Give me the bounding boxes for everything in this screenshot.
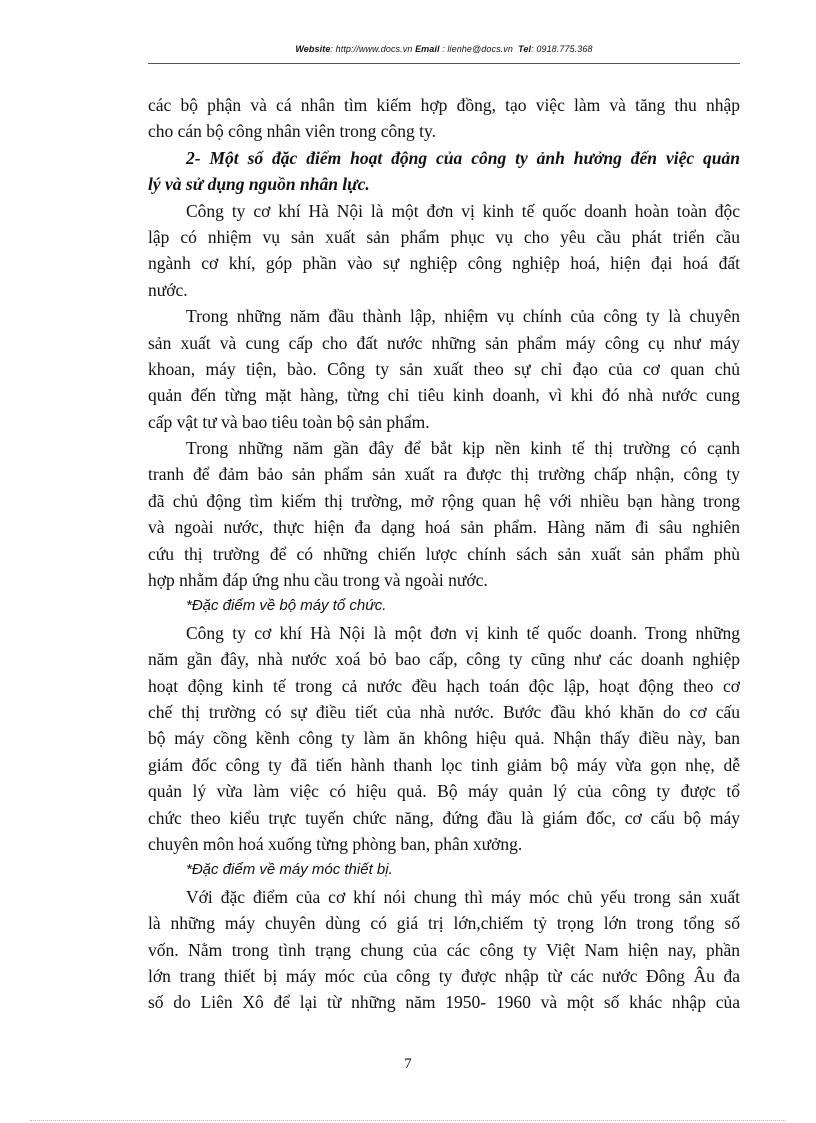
tel-value: : 0918.775.368	[531, 44, 593, 54]
text-line: nước.	[148, 279, 188, 300]
website-value: : http://www.docs.vn	[330, 44, 413, 54]
text-line: lớn trang thiết bị máy móc của công ty được nhập từ các nước Đông Âu đa	[148, 965, 740, 986]
text-line: cho cán bộ công nhân viên trong công ty.	[148, 121, 437, 142]
subsection-heading: *Đặc điểm về bộ máy tổ chức.	[186, 597, 387, 615]
subsection-heading: *Đặc điểm về máy móc thiết bị.	[186, 861, 393, 879]
text-line: Công ty cơ khí Hà Nội là một đơn vị kinh tế quốc doanh hoàn toàn độc	[186, 200, 740, 221]
tel-label: Tel	[518, 44, 532, 54]
text-line: khoan, máy tiện, bào. Công ty sản xuất theo sự chỉ đạo của cơ quan chủ	[148, 358, 740, 379]
text-line: là những máy chuyên dùng có giá trị lớn,chiếm tỷ trọng lớn trong tổng số	[148, 913, 740, 934]
text-line: hợp nhằm đáp ứng nhu cầu trong và ngoài nước.	[148, 570, 488, 591]
section-heading: lý và sử dụng nguồn nhân lực.	[148, 174, 370, 195]
header-divider	[148, 63, 740, 64]
text-line: quản lý vừa làm việc có hiệu quả. Bộ máy quản lý của công ty được tổ	[148, 781, 740, 802]
text-line: cấp vật tư và bao tiêu toàn bộ sản phẩm.	[148, 411, 430, 432]
text-line: tranh để đảm bảo sản phẩm sản xuất ra được thị trường chấp nhận, công ty	[148, 464, 740, 485]
section-heading: 2- Một số đặc điểm hoạt động của công ty ảnh hưởng đến việc quản	[186, 147, 740, 168]
text-line: Trong những năm đầu thành lập, nhiệm vụ chính của công ty là chuyên	[186, 306, 740, 327]
text-line: sản xuất và cung cấp cho đất nước những sản phẩm máy công cụ như máy	[148, 332, 740, 353]
text-line: chức theo kiểu trực tuyến chức năng, đứng đầu là giám đốc, cơ cấu bộ máy	[148, 807, 740, 828]
text-line: ngành cơ khí, góp phần vào sự nghiệp công nghiệp hoá, hiện đại hoá đất	[148, 253, 740, 274]
text-line: bộ máy cồng kềnh công ty làm ăn không hiệu quả. Nhận thấy điều này, ban	[148, 728, 740, 749]
page-bottom-border	[30, 1120, 786, 1121]
text-line: năm gần đây, nhà nước xoá bỏ bao cấp, công ty cũng như các doanh nghiệp	[148, 649, 740, 670]
text-line: giám đốc công ty đã tiến hành thanh lọc tinh giảm bộ máy vừa gọn nhẹ, dễ	[148, 754, 740, 775]
text-line: các bộ phận và cá nhân tìm kiếm hợp đồng, tạo việc làm và tăng thu nhập	[148, 95, 740, 115]
website-label: Website	[295, 44, 331, 54]
text-line: chuyên môn hoá xuống từng phòng ban, phân xưởng.	[148, 833, 523, 854]
text-line: Với đặc điểm của cơ khí nói chung thì máy móc chủ yếu trong sản xuất	[186, 886, 740, 907]
text-line: Công ty cơ khí Hà Nội là một đơn vị kinh tế quốc doanh. Trong những	[186, 622, 740, 643]
text-line: số do Liên Xô để lại từ những năm 1950- 1960 và một số khác nhập của	[148, 992, 740, 1013]
text-line: hoạt động kinh tế trong cả nước đều hạch toán độc lập, hoạt động theo cơ	[148, 675, 740, 696]
document-body	[148, 92, 740, 1016]
page-number: 7	[404, 1056, 412, 1072]
text-line: vốn. Nằm trong tình trạng chung của các công ty Việt Nam hiện nay, phần	[148, 939, 740, 960]
text-line: cứu thị trường để có những chiến lược chính sách sản xuất sản phẩm phù	[148, 543, 740, 564]
text-line: và ngoài nước, thực hiện đa dạng hoá sản phẩm. Hàng năm đi sâu nghiên	[148, 517, 740, 538]
text-line: lập có nhiệm vụ sản xuất sản phẩm phục vụ cho yêu cầu phát triển cầu	[148, 226, 740, 247]
text-line: chế thị trường có sự điều tiết của nhà nước. Bước đầu khó khăn do cơ cấu	[148, 701, 740, 722]
email-value: : lienhe@docs.vn	[439, 44, 513, 54]
text-line: đã chủ động tìm kiếm thị trường, mở rộng quan hệ với nhiều bạn hàng trong	[148, 490, 740, 511]
page-header	[148, 44, 740, 54]
text-line: quản đến từng mặt hàng, từng chỉ tiêu kinh doanh, vì khi đó nhà nước cung	[148, 385, 740, 406]
email-label: Email	[415, 44, 440, 54]
text-line: Trong những năm gần đây để bắt kịp nền kinh tế thị trường có cạnh	[186, 438, 740, 459]
